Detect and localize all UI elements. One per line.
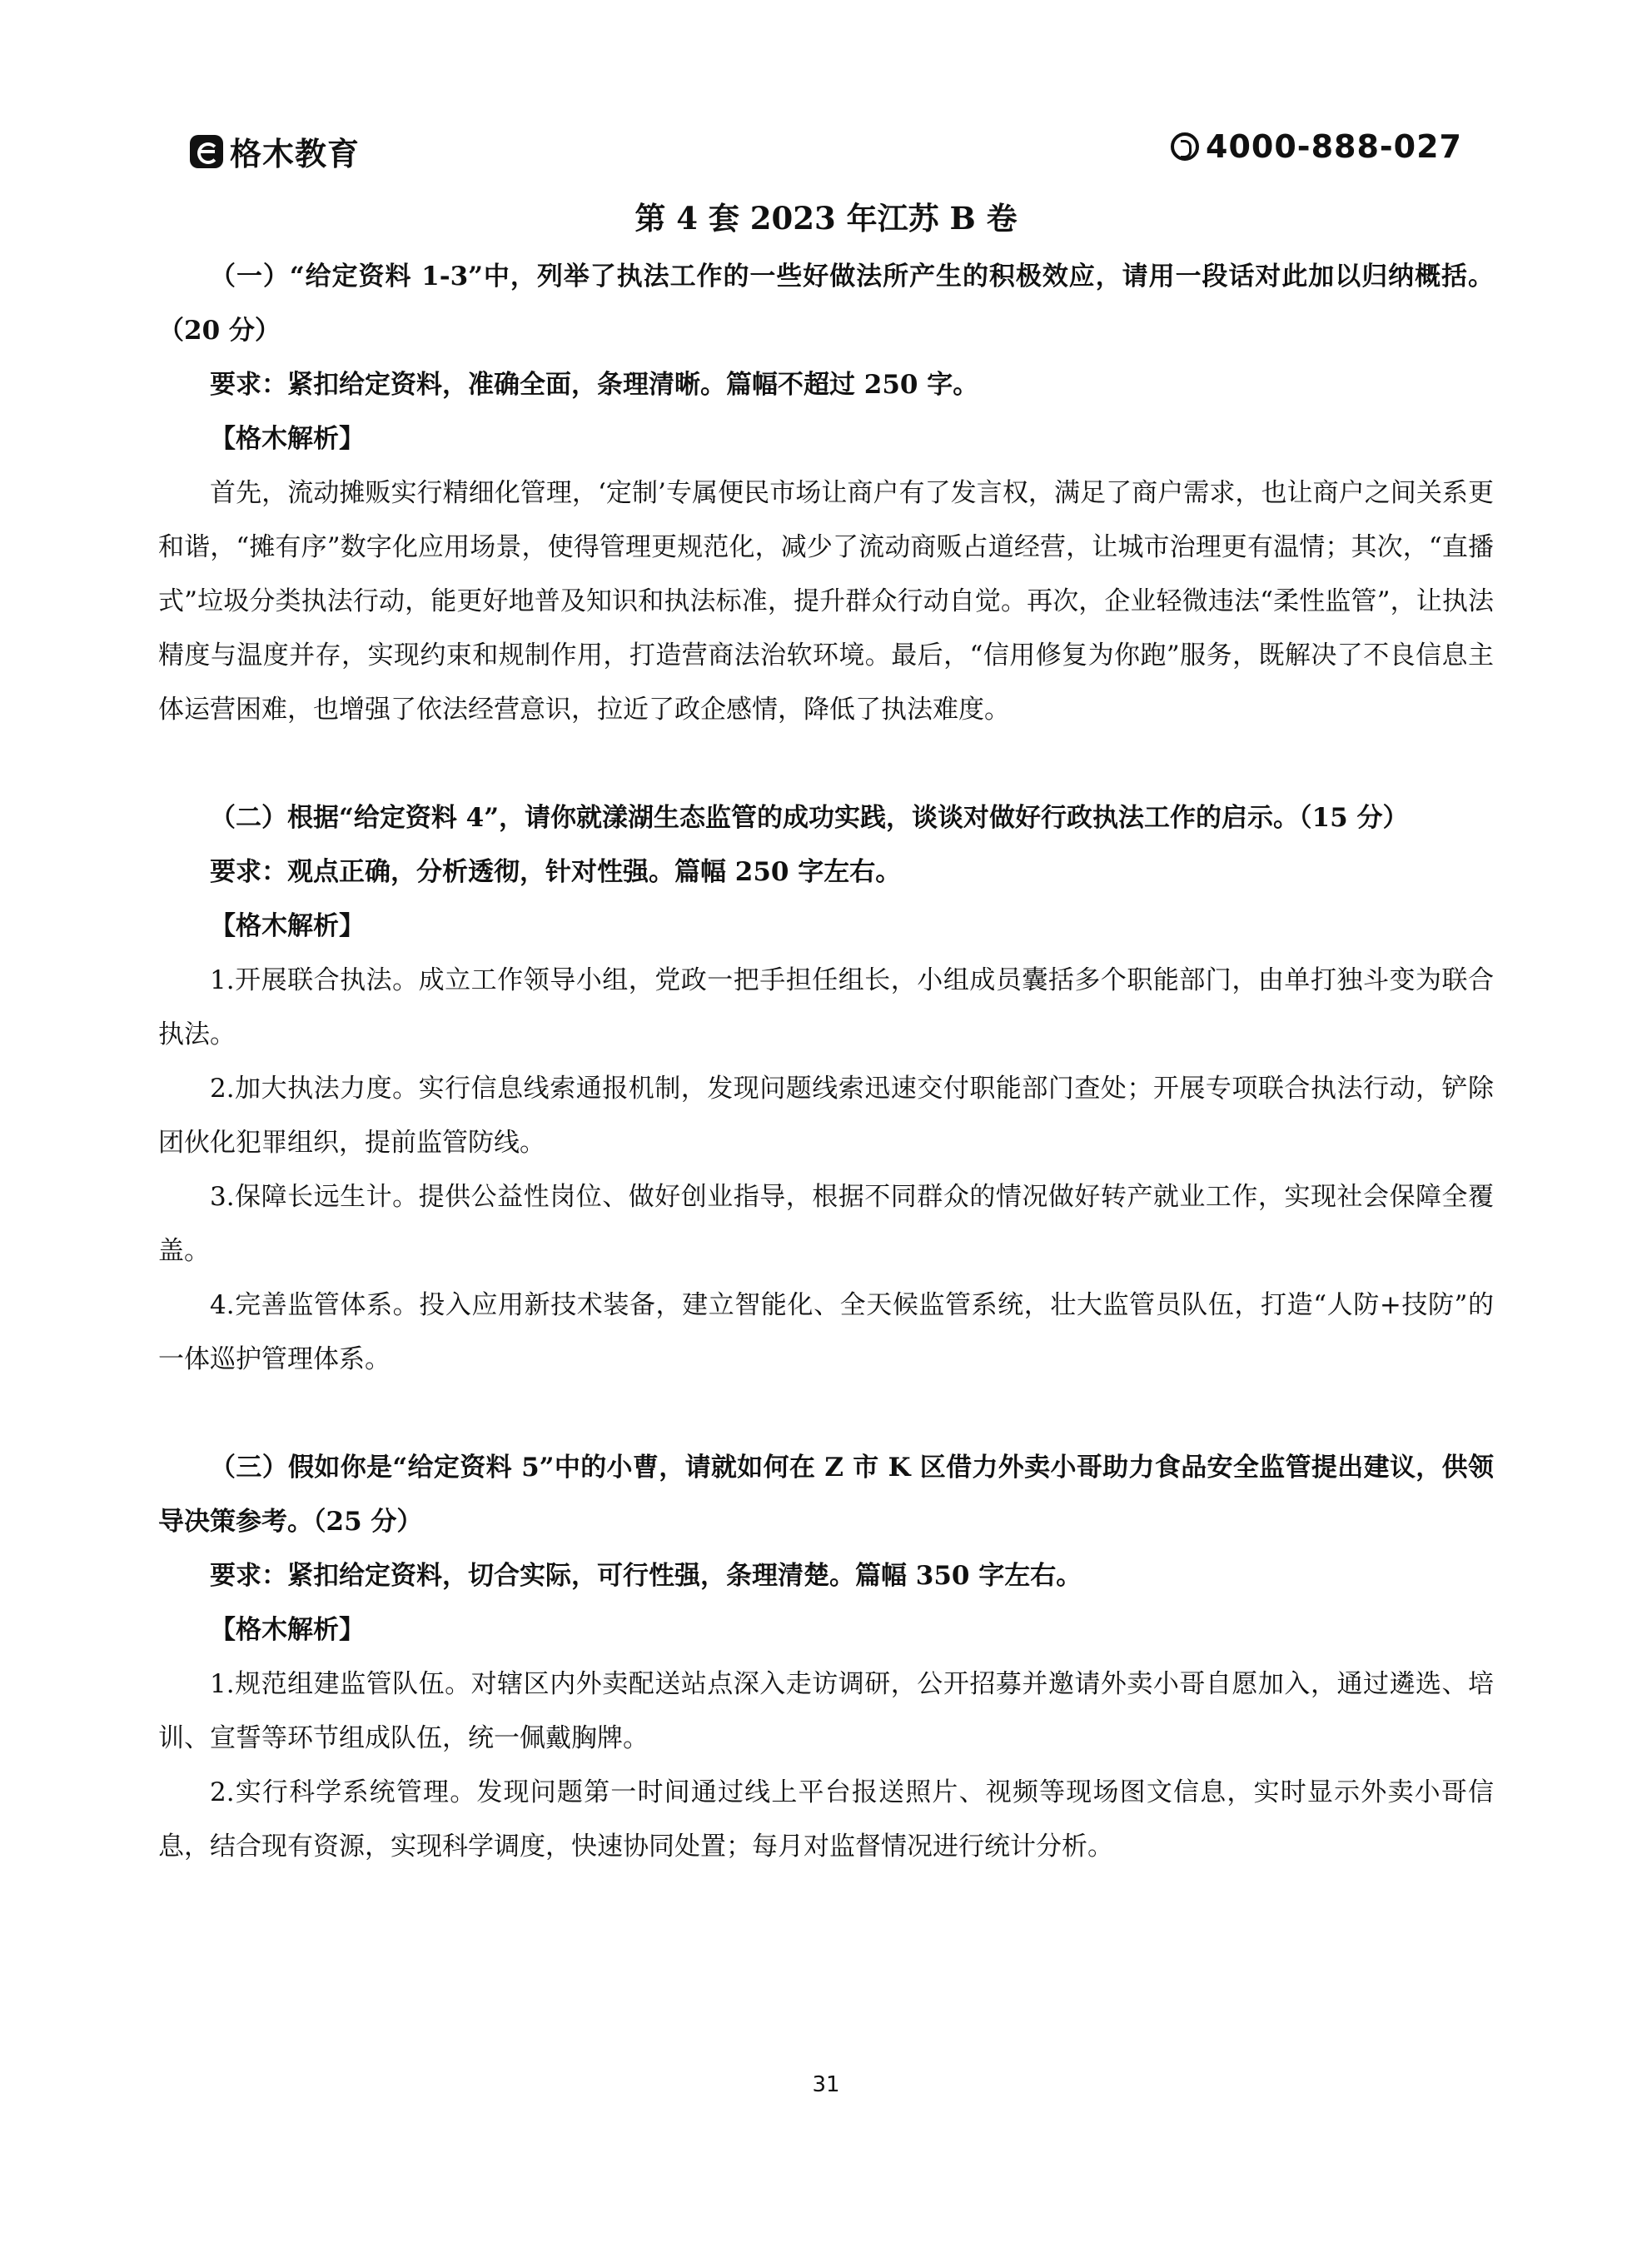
answer-point: 3.保障长远生计。提供公益性岗位、做好创业指导，根据不同群众的情况做好转产就业工作，实现社会保障全覆盖。 (158, 1182, 1494, 1266)
brand-logo (190, 128, 360, 174)
requirement-text: 要求：紧扣给定资料，准确全面，条理清晰。篇幅不超过 250 字。 (210, 370, 979, 400)
question-section-2 (158, 791, 1494, 1387)
brand-name: 格木教育 (230, 136, 361, 172)
section-spacer (158, 737, 1494, 791)
question-text: （二）根据“给定资料 4”，请你就漾湖生态监管的成功实践，谈谈对做好行政执法工作的启示。（15 分） (210, 803, 1409, 833)
requirement-text: 要求：紧扣给定资料，切合实际，可行性强，条理清楚。篇幅 350 字左右。 (210, 1561, 1082, 1591)
analysis-label: 【格木解析】 (210, 911, 365, 941)
document-body (158, 250, 1494, 1874)
hotline-number: 4000-888-027 (1206, 128, 1462, 165)
question-text: （三）假如你是“给定资料 5”中的小曹，请就如何在 Z 市 K 区借力外卖小哥助力食品安全监管提出建议，供领导决策参考。（25 分） (158, 1453, 1494, 1537)
answer-paragraph: 首先，流动摊贩实行精细化管理，‘定制’专属便民市场让商户有了发言权，满足了商户需求，也让商户之间关系更和谐，“摊有序”数字化应用场景，使得管理更规范化，减少了流动商贩占道经营，让城市治理更有温情；其次，“直播式”垃圾分类执法行动，能更好地普及知识和执法标准，提升群众行动自觉。再次，企业轻微违法“柔性监管”，让执法精度与温度并存，实现约束和规制作用，打造营商法治软环境。最后，“信用修复为你跑”服务，既解决了不良信息主体运营困难，也增强了依法经营意识，拉近了政企感情，降低了执法难度。 (158, 478, 1494, 725)
page-header (190, 125, 1462, 178)
analysis-label: 【格木解析】 (210, 1615, 365, 1645)
answer-point: 1.规范组建监管队伍。对辖区内外卖配送站点深入走访调研，公开招募并邀请外卖小哥自愿加入，通过遴选、培训、宣誓等环节组成队伍，统一佩戴胸牌。 (158, 1669, 1494, 1753)
requirement-text: 要求：观点正确，分析透彻，针对性强。篇幅 250 字左右。 (210, 857, 902, 887)
question-text: （一）“给定资料 1-3”中，列举了执法工作的一些好做法所产生的积极效应，请用一段话对此加以归纳概括。（20 分） (158, 262, 1494, 346)
section-spacer (158, 1387, 1494, 1441)
answer-point: 1.开展联合执法。成立工作领导小组，党政一把手担任组长，小组成员囊括多个职能部门，由单打独斗变为联合执法。 (158, 965, 1494, 1049)
analysis-label: 【格木解析】 (210, 424, 365, 454)
page-title: 第 4 套 2023 年江苏 B 卷 (634, 200, 1018, 237)
question-section-3 (158, 1441, 1494, 1874)
hotline (1171, 128, 1462, 165)
question-section-1 (158, 250, 1494, 737)
answer-point: 2.实行科学系统管理。发现问题第一时间通过线上平台报送照片、视频等现场图文信息，实时显示外卖小哥信息，结合现有资源，实现科学调度，快速协同处置；每月对监督情况进行统计分析。 (158, 1777, 1494, 1862)
page-number: 31 (812, 2072, 840, 2097)
brand-e-icon (190, 135, 223, 168)
answer-point: 4.完善监管体系。投入应用新技术装备，建立智能化、全天候监管系统，壮大监管员队伍，打造“人防+技防”的一体巡护管理体系。 (158, 1290, 1494, 1374)
phone-icon (1171, 132, 1199, 161)
answer-point: 2.加大执法力度。实行信息线索通报机制，发现问题线索迅速交付职能部门查处；开展专项联合执法行动，铲除团伙化犯罪组织，提前监管防线。 (158, 1074, 1494, 1158)
